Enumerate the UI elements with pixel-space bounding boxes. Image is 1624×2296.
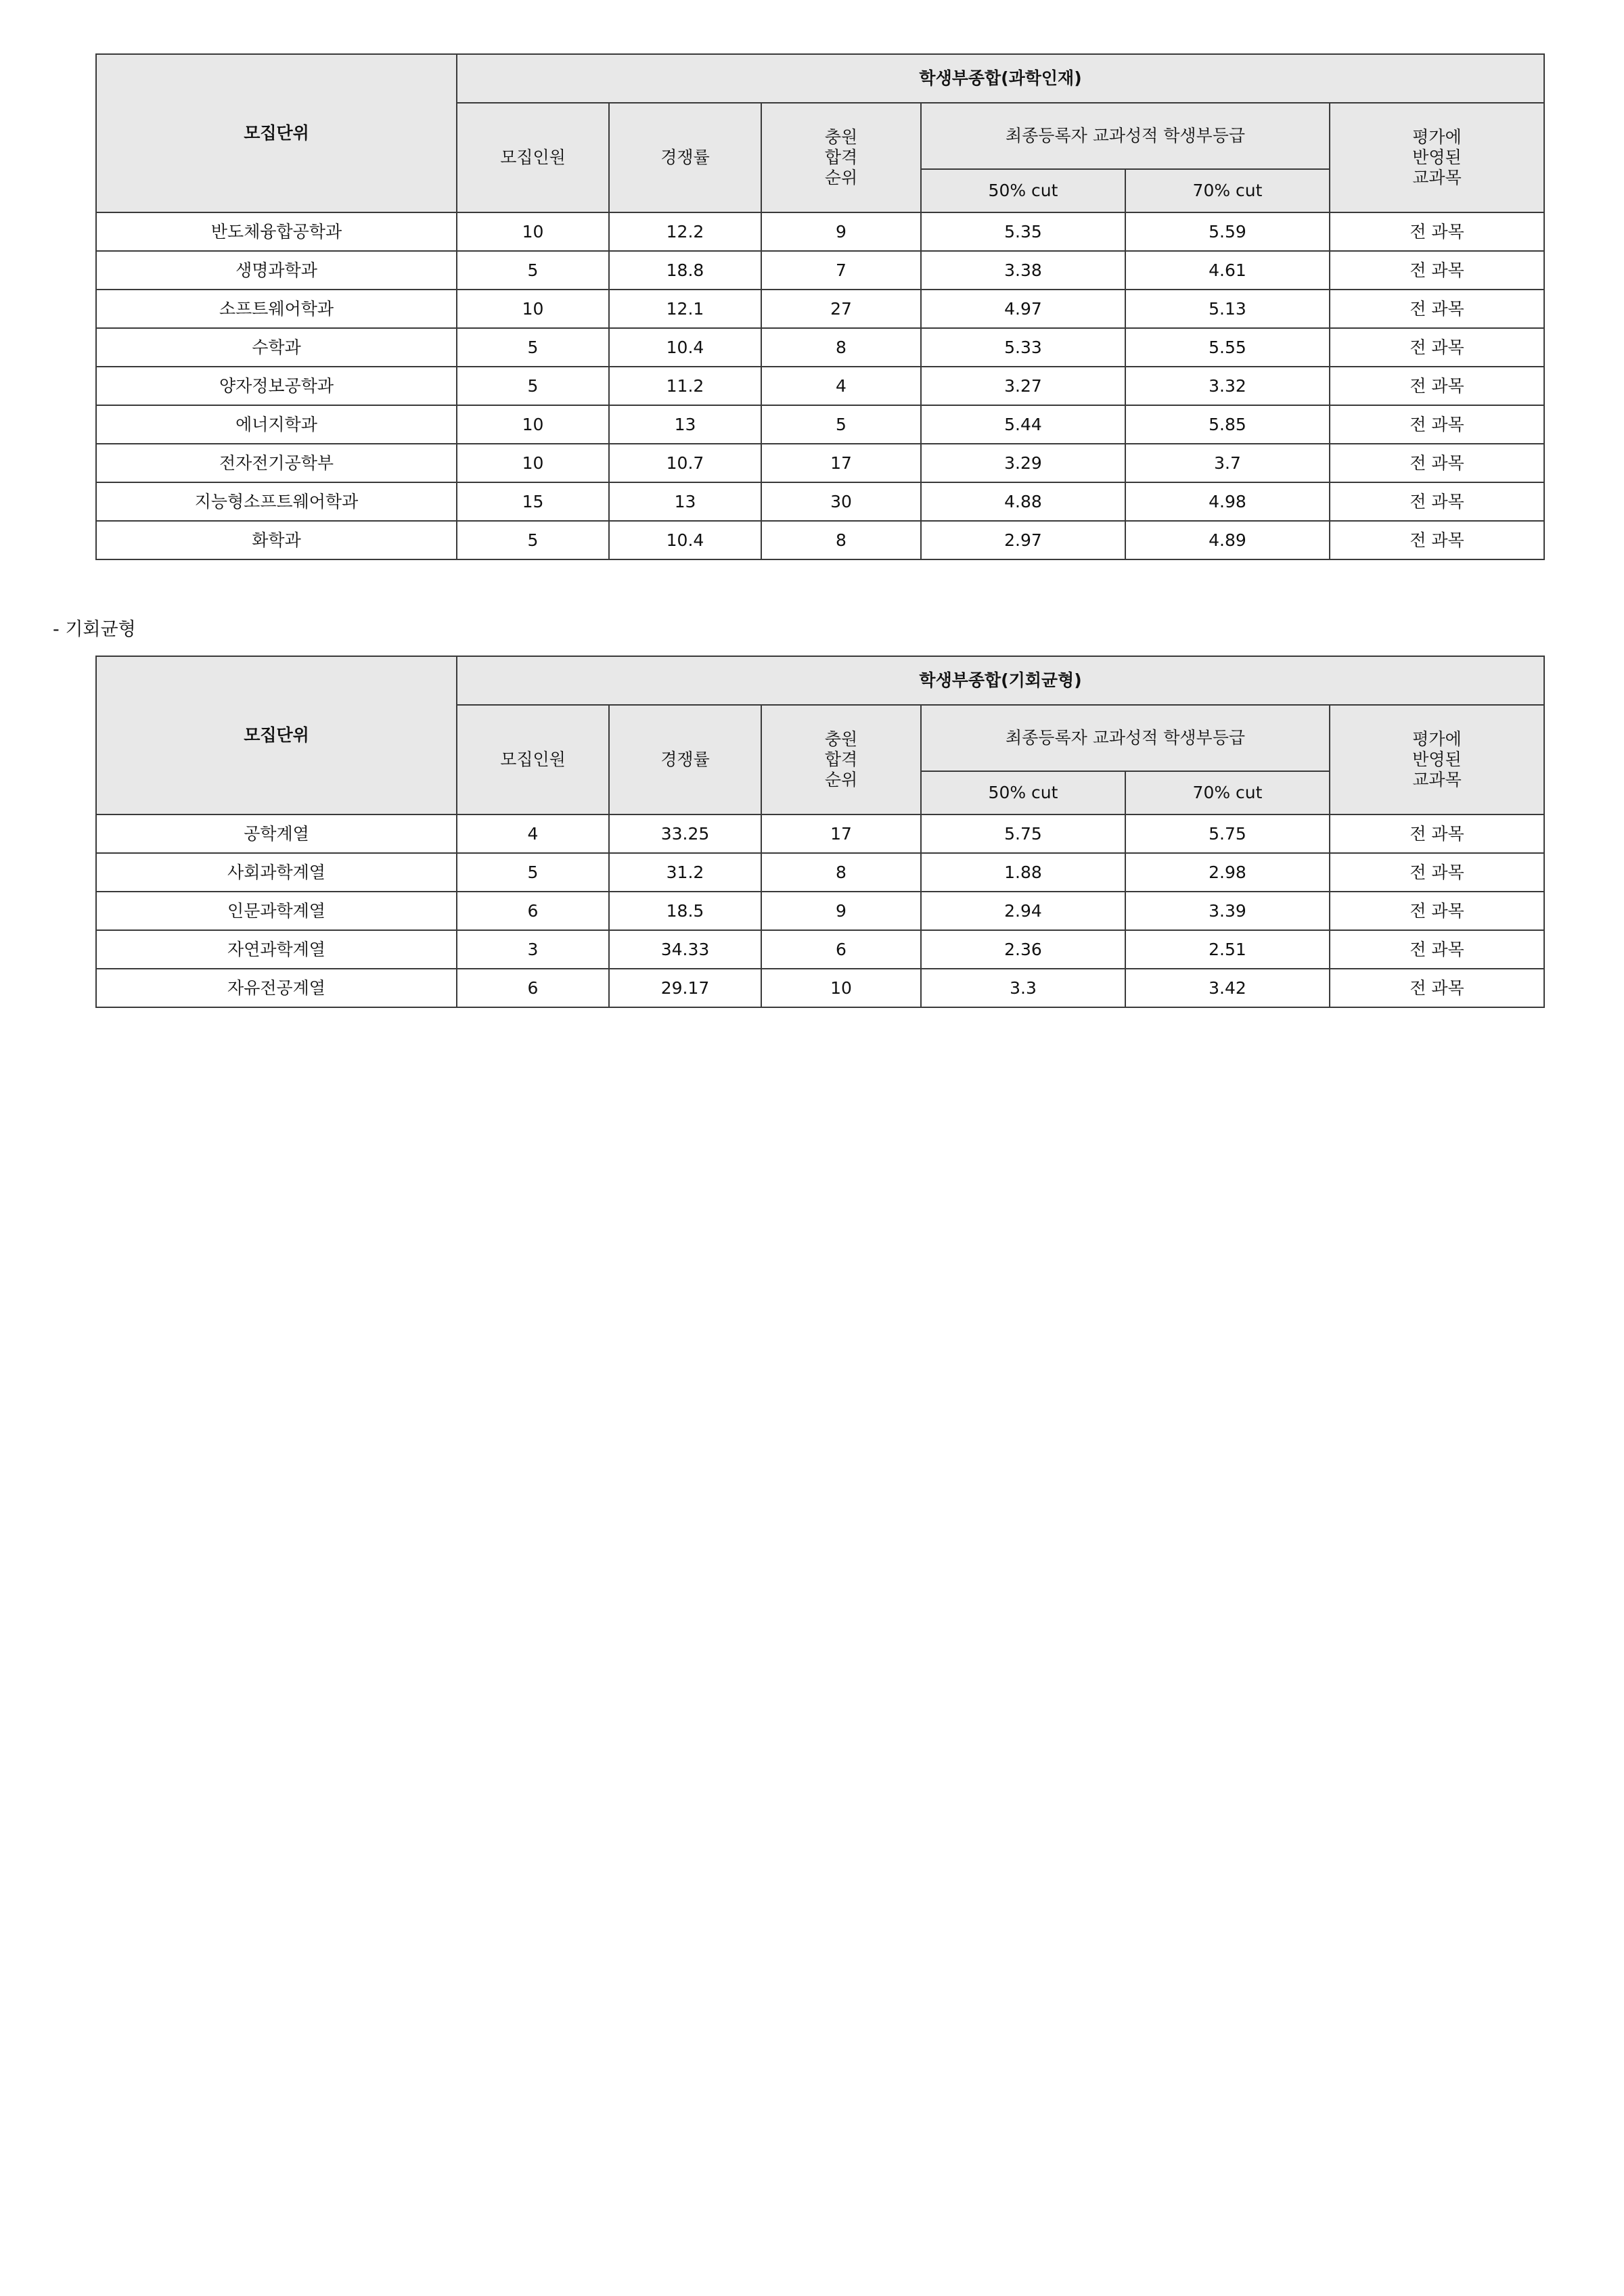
subjects-cell: 전 과목 xyxy=(1330,969,1544,1007)
rate-header: 경쟁률 xyxy=(609,705,761,814)
cut50-cell: 1.88 xyxy=(921,853,1125,892)
unit-cell: 화학과 xyxy=(96,521,457,559)
cut50-cell: 2.97 xyxy=(921,521,1125,559)
rank-cell: 9 xyxy=(761,892,921,930)
subjects-cell: 전 과목 xyxy=(1330,251,1544,290)
rate-cell: 13 xyxy=(609,405,761,444)
rate-cell: 31.2 xyxy=(609,853,761,892)
cut70-cell: 5.13 xyxy=(1125,290,1330,328)
cut70-cell: 5.55 xyxy=(1125,328,1330,367)
table-row xyxy=(96,969,1544,1007)
cut70-cell: 4.61 xyxy=(1125,251,1330,290)
table-row xyxy=(96,521,1544,559)
rate-cell: 12.2 xyxy=(609,212,761,251)
rate-cell: 34.33 xyxy=(609,930,761,969)
rank-cell: 7 xyxy=(761,251,921,290)
unit-cell: 양자정보공학과 xyxy=(96,367,457,405)
unit-cell: 생명과학과 xyxy=(96,251,457,290)
cut50-cell: 4.88 xyxy=(921,482,1125,521)
table-row xyxy=(96,251,1544,290)
table-row xyxy=(96,405,1544,444)
cut70-cell: 2.51 xyxy=(1125,930,1330,969)
unit-cell: 수학과 xyxy=(96,328,457,367)
subjects-cell: 전 과목 xyxy=(1330,367,1544,405)
subjects-cell: 전 과목 xyxy=(1330,853,1544,892)
rank-cell: 8 xyxy=(761,853,921,892)
cut70-cell: 5.59 xyxy=(1125,212,1330,251)
quota-cell: 10 xyxy=(457,405,609,444)
cut70-header: 70% cut xyxy=(1125,169,1330,212)
rate-cell: 10.7 xyxy=(609,444,761,482)
rate-cell: 18.5 xyxy=(609,892,761,930)
rank-cell: 6 xyxy=(761,930,921,969)
subjects-header: 평가에 반영된 교과목 xyxy=(1330,705,1544,814)
rank-header: 충원 합격 순위 xyxy=(761,705,921,814)
table-row xyxy=(96,892,1544,930)
unit-cell: 반도체융합공학과 xyxy=(96,212,457,251)
quota-cell: 15 xyxy=(457,482,609,521)
table-row xyxy=(96,290,1544,328)
cut50-cell: 3.27 xyxy=(921,367,1125,405)
cut50-cell: 3.3 xyxy=(921,969,1125,1007)
cut50-cell: 5.44 xyxy=(921,405,1125,444)
unit-cell: 전자전기공학부 xyxy=(96,444,457,482)
admission-table-opportunity xyxy=(95,656,1545,1008)
rank-cell: 17 xyxy=(761,814,921,853)
subjects-cell: 전 과목 xyxy=(1330,930,1544,969)
rate-cell: 29.17 xyxy=(609,969,761,1007)
cut70-cell: 4.89 xyxy=(1125,521,1330,559)
unit-header: 모집단위 xyxy=(96,656,457,814)
subjects-cell: 전 과목 xyxy=(1330,290,1544,328)
quota-cell: 3 xyxy=(457,930,609,969)
cut50-cell: 3.38 xyxy=(921,251,1125,290)
quota-cell: 5 xyxy=(457,251,609,290)
unit-header: 모집단위 xyxy=(96,54,457,212)
unit-cell: 인문과학계열 xyxy=(96,892,457,930)
subjects-cell: 전 과목 xyxy=(1330,814,1544,853)
cut70-cell: 3.32 xyxy=(1125,367,1330,405)
cut50-cell: 5.33 xyxy=(921,328,1125,367)
rank-cell: 9 xyxy=(761,212,921,251)
rank-cell: 10 xyxy=(761,969,921,1007)
unit-cell: 공학계열 xyxy=(96,814,457,853)
subjects-cell: 전 과목 xyxy=(1330,521,1544,559)
group-header: 학생부종합(과학인재) xyxy=(457,54,1544,103)
cut50-cell: 5.35 xyxy=(921,212,1125,251)
cut70-cell: 3.7 xyxy=(1125,444,1330,482)
rate-cell: 13 xyxy=(609,482,761,521)
quota-cell: 5 xyxy=(457,521,609,559)
subjects-header: 평가에 반영된 교과목 xyxy=(1330,103,1544,212)
cut70-cell: 3.39 xyxy=(1125,892,1330,930)
unit-cell: 자연과학계열 xyxy=(96,930,457,969)
table-row xyxy=(96,444,1544,482)
table-row xyxy=(96,367,1544,405)
subjects-cell: 전 과목 xyxy=(1330,328,1544,367)
cut70-cell: 2.98 xyxy=(1125,853,1330,892)
cut50-header: 50% cut xyxy=(921,771,1125,814)
cut50-cell: 5.75 xyxy=(921,814,1125,853)
rate-cell: 12.1 xyxy=(609,290,761,328)
rank-cell: 4 xyxy=(761,367,921,405)
quota-cell: 10 xyxy=(457,290,609,328)
unit-cell: 에너지학과 xyxy=(96,405,457,444)
cut70-cell: 5.75 xyxy=(1125,814,1330,853)
quota-header: 모집인원 xyxy=(457,103,609,212)
grade-header: 최종등록자 교과성적 학생부등급 xyxy=(921,103,1330,169)
unit-cell: 자유전공계열 xyxy=(96,969,457,1007)
rank-header: 충원 합격 순위 xyxy=(761,103,921,212)
rate-cell: 18.8 xyxy=(609,251,761,290)
rate-cell: 11.2 xyxy=(609,367,761,405)
quota-cell: 6 xyxy=(457,892,609,930)
subjects-cell: 전 과목 xyxy=(1330,482,1544,521)
table-row xyxy=(96,212,1544,251)
subjects-cell: 전 과목 xyxy=(1330,405,1544,444)
cut50-cell: 3.29 xyxy=(921,444,1125,482)
table-row xyxy=(96,328,1544,367)
cut70-cell: 4.98 xyxy=(1125,482,1330,521)
table-row xyxy=(96,853,1544,892)
quota-cell: 5 xyxy=(457,328,609,367)
table-row xyxy=(96,930,1544,969)
rank-cell: 8 xyxy=(761,521,921,559)
quota-header: 모집인원 xyxy=(457,705,609,814)
cut50-cell: 2.36 xyxy=(921,930,1125,969)
rate-cell: 10.4 xyxy=(609,521,761,559)
quota-cell: 10 xyxy=(457,444,609,482)
table-row xyxy=(96,482,1544,521)
cut50-cell: 2.94 xyxy=(921,892,1125,930)
rate-cell: 33.25 xyxy=(609,814,761,853)
section-label-opportunity: - 기회균형 xyxy=(53,619,136,640)
group-header: 학생부종합(기회균형) xyxy=(457,656,1544,705)
grade-header: 최종등록자 교과성적 학생부등급 xyxy=(921,705,1330,771)
cut70-header: 70% cut xyxy=(1125,771,1330,814)
rank-cell: 27 xyxy=(761,290,921,328)
rate-header: 경쟁률 xyxy=(609,103,761,212)
rank-cell: 5 xyxy=(761,405,921,444)
unit-cell: 지능형소프트웨어학과 xyxy=(96,482,457,521)
unit-cell: 소프트웨어학과 xyxy=(96,290,457,328)
quota-cell: 4 xyxy=(457,814,609,853)
rank-cell: 17 xyxy=(761,444,921,482)
subjects-cell: 전 과목 xyxy=(1330,892,1544,930)
quota-cell: 5 xyxy=(457,367,609,405)
cut70-cell: 3.42 xyxy=(1125,969,1330,1007)
quota-cell: 5 xyxy=(457,853,609,892)
rank-cell: 30 xyxy=(761,482,921,521)
rate-cell: 10.4 xyxy=(609,328,761,367)
cut70-cell: 5.85 xyxy=(1125,405,1330,444)
quota-cell: 6 xyxy=(457,969,609,1007)
cut50-cell: 4.97 xyxy=(921,290,1125,328)
subjects-cell: 전 과목 xyxy=(1330,212,1544,251)
unit-cell: 사회과학계열 xyxy=(96,853,457,892)
table-row xyxy=(96,814,1544,853)
rank-cell: 8 xyxy=(761,328,921,367)
quota-cell: 10 xyxy=(457,212,609,251)
subjects-cell: 전 과목 xyxy=(1330,444,1544,482)
admission-table-science xyxy=(95,53,1545,560)
cut50-header: 50% cut xyxy=(921,169,1125,212)
